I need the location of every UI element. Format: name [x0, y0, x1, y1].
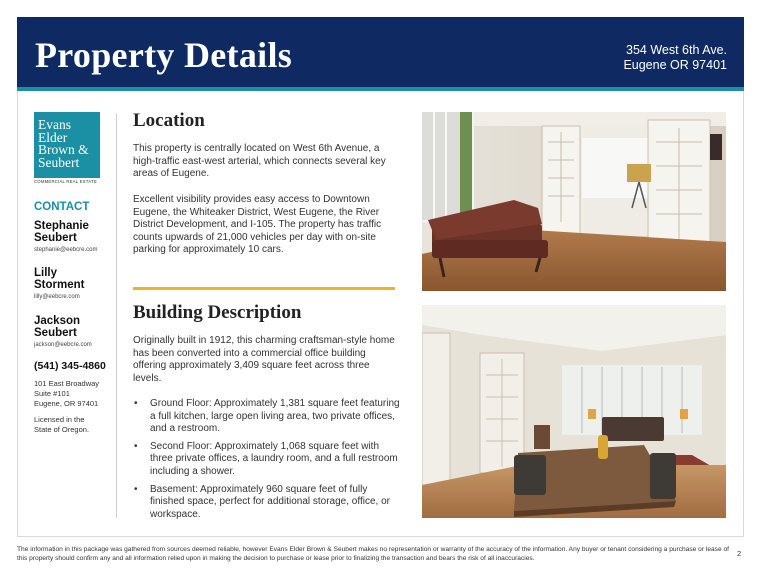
list-item	[133, 398, 401, 436]
agent-last-name: Seubert	[34, 232, 77, 244]
bullet-icon: •	[134, 483, 138, 495]
page-number: 2	[737, 549, 742, 558]
dining-room-illustration	[422, 305, 726, 518]
list-item-text: Basement: Approximately 960 square feet of fully finished space, perfect for additional storage, office, or workspace.	[150, 483, 390, 520]
logo-line-1: Evans	[38, 117, 71, 132]
office-phone[interactable]: (541) 345-4860	[34, 360, 106, 372]
office-address	[34, 379, 99, 409]
bullet-icon: •	[134, 398, 138, 409]
building-description-paragraph: Originally built in 1912, this charming craftsman-style home has been converted into a commercial office building offering approximately 3,409 square feet across three levels.	[133, 335, 395, 384]
office-address-line-2: Suite #101	[34, 389, 70, 398]
list-item-text: Second Floor: Approximately 1,068 square feet with three private offices, a laundry room, and a full restroom including a shower.	[150, 440, 398, 477]
logo-tagline: COMMERCIAL REAL ESTATE	[34, 179, 97, 184]
sidebar-divider	[116, 113, 117, 518]
list-item	[133, 441, 401, 479]
legal-disclaimer: The information in this package was gathered from sources deemed reliable, however Evans Elder Brown & Seubert makes no representation or warranty of the accuracy of the information. Any buyer or tenant considering a purchase or lease of this property should confirm any and all information relied upon in making the decision to purchase or lease prior to finalizing the transaction and bears the risk of all inaccuracies.	[17, 546, 729, 562]
license-line-2: State of Oregon.	[34, 425, 90, 434]
agent-first-name: Stephanie	[34, 220, 89, 232]
page-title: Property Details	[35, 35, 293, 75]
office-address-line-1: 101 East Broadway	[34, 379, 100, 388]
office-address-line-3: Eugene, OR 97401	[34, 399, 99, 408]
living-room-photo	[422, 112, 726, 291]
location-paragraph-1: This property is centrally located on West 6th Avenue, a high-traffic east-west arterial, which connects several key areas of Eugene.	[133, 143, 386, 180]
property-address	[623, 43, 727, 73]
living-room-illustration	[422, 112, 726, 291]
company-logo	[34, 112, 100, 178]
agent-card	[34, 220, 116, 253]
logo-line-3: Brown &	[38, 142, 89, 157]
agent-first-name: Jackson	[34, 315, 81, 327]
section-divider	[133, 287, 395, 290]
floor-list	[133, 398, 401, 526]
logo-line-2: Elder	[38, 129, 68, 145]
logo-line-4: Seubert	[38, 154, 80, 170]
agent-email-link[interactable]: stephanie@eebcre.com	[34, 247, 98, 253]
location-heading: Location	[133, 110, 205, 131]
agent-email-link[interactable]: lilly@eebcre.com	[34, 294, 80, 300]
bullet-icon: •	[134, 440, 138, 452]
agent-card	[34, 315, 116, 348]
list-item	[133, 484, 401, 522]
agent-email-link[interactable]: jackson@eebcre.com	[34, 342, 92, 348]
address-line-1: 354 West 6th Ave.	[626, 43, 727, 57]
license-note	[34, 415, 89, 435]
dining-room-photo	[422, 305, 726, 518]
contact-heading: CONTACT	[34, 201, 90, 213]
list-item-text: Ground Floor: Approximately 1,381 square feet featuring a full kitchen, large open living area, two private offices, and a restroom.	[150, 398, 400, 435]
agent-first-name: Lilly	[34, 267, 58, 279]
location-paragraph-2: Excellent visibility provides easy access to Downtown Eugene, the Whiteaker District, West Eugene, the River District Development, and I-105. The property has traffic counts upwards of 21,000 vehicles per day with on-site parking for approximately 10 cars.	[133, 194, 382, 256]
agent-last-name: Storment	[34, 279, 85, 291]
address-line-2: Eugene OR 97401	[623, 58, 727, 72]
building-description-heading: Building Description	[133, 302, 302, 323]
agent-last-name: Seubert	[34, 327, 77, 339]
license-line-1: Licensed in the	[34, 415, 85, 424]
header-accent-stripe	[17, 87, 744, 91]
agent-card	[34, 267, 116, 300]
